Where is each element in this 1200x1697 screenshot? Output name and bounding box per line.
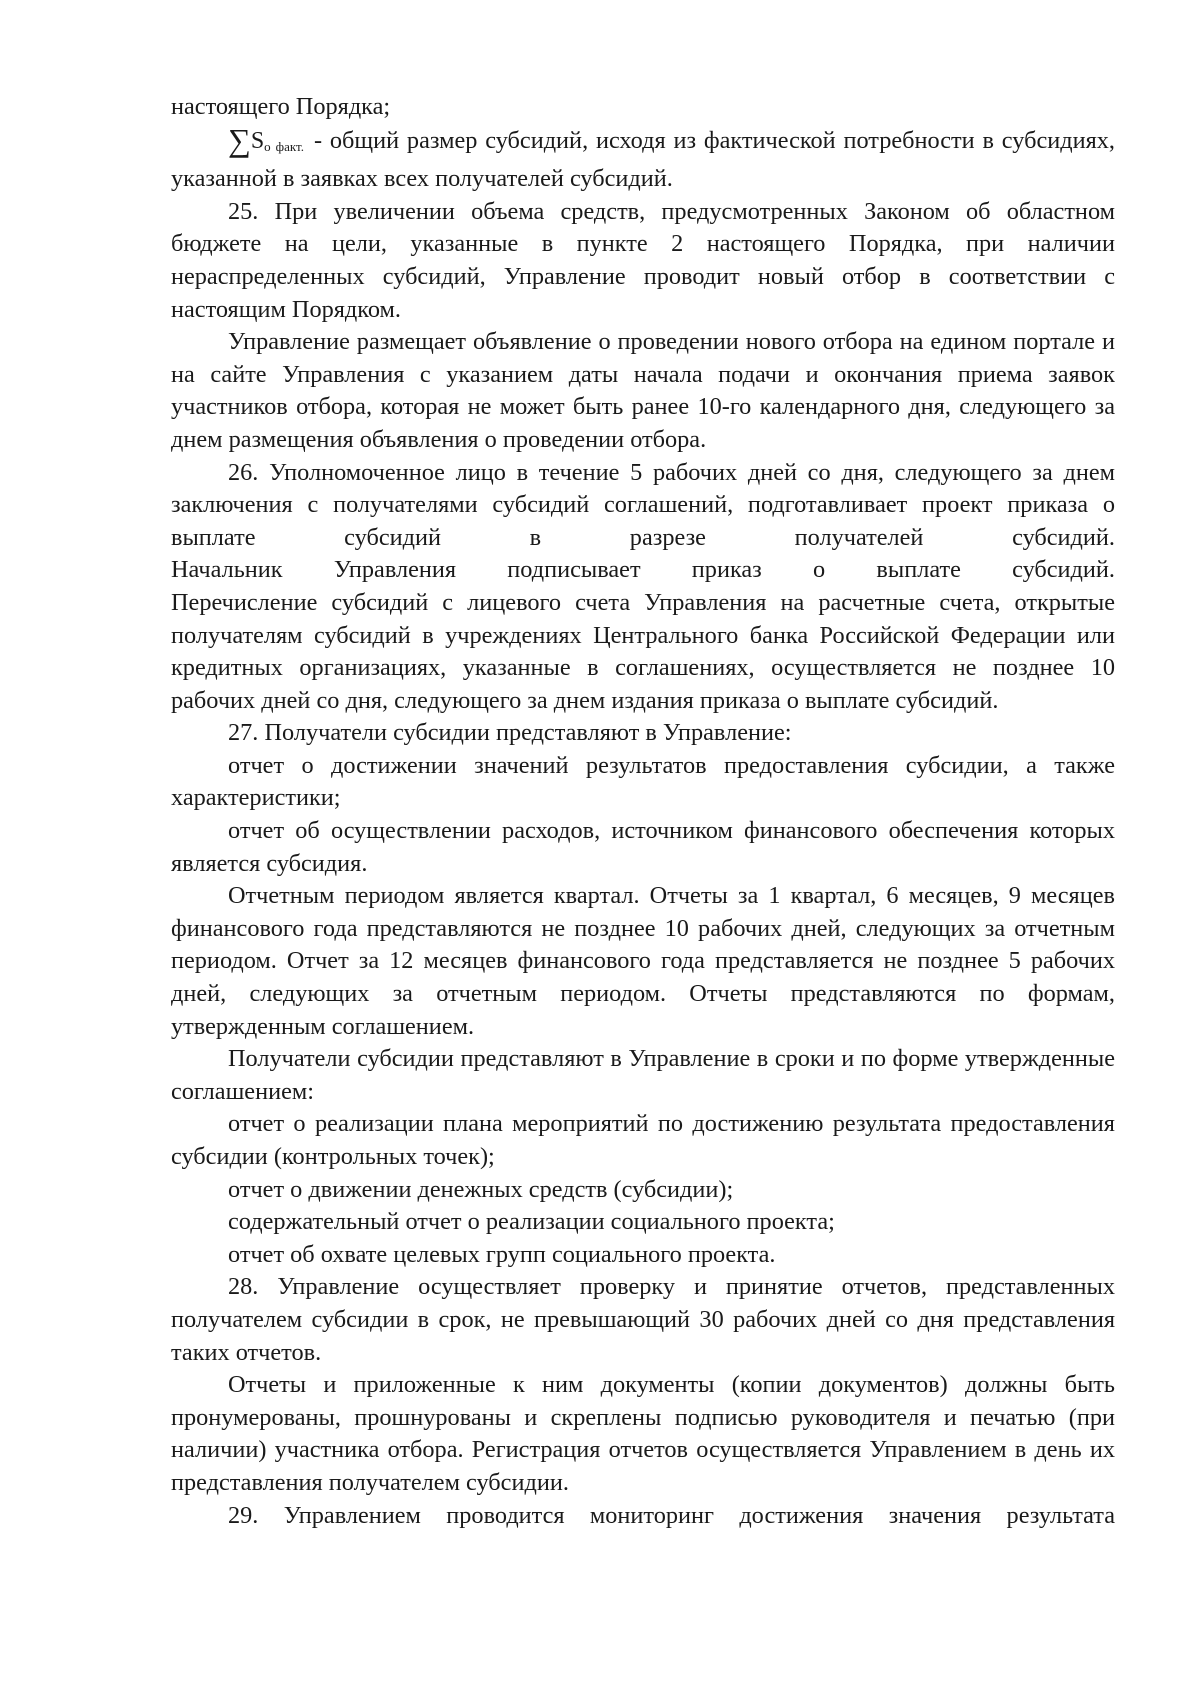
sum-symbol: ∑ [228, 121, 251, 158]
list-item: отчет о реализации плана мероприятий по достижению результата предоставления субсидии (контрольных точек); [171, 1110, 1115, 1170]
paragraph: настоящего Порядка; [171, 93, 391, 120]
paragraph-28: 28. Управление осуществляет проверку и принятие отчетов, представленных получателем субсидии в срок, не превышающий 30 рабочих дней со дня представления таких отчетов. [171, 1273, 1115, 1366]
formula-variable: S [250, 127, 265, 154]
paragraph: Управление размещает объявление о проведении нового отбора на едином портале и на сайте Управления с указанием даты начала подачи и окончания приема заявок участников отбора, которая не может быть ранее 10-го календарного дня, следующего за днем размещения объявления о проведении отбора. [171, 328, 1115, 453]
formula-description: - общий размер субсидий, исходя из фактической потребности в субсидиях, указанной в заявках всех получателей субсидий. [171, 126, 1115, 193]
paragraph-line: Начальник Управления подписывает приказ о выплате субсидий. [171, 556, 1115, 584]
formula-subscript: о факт. [264, 138, 304, 154]
list-item: отчет об осуществлении расходов, источником финансового обеспечения которых является субсидия. [171, 817, 1115, 877]
paragraph: Отчетным периодом является квартал. Отчеты за 1 квартал, 6 месяцев, 9 месяцев финансового года представляются не позднее 10 рабочих дней, следующих за отчетным периодом. Отчет за 12 месяцев финансового года представляется не позднее 5 рабочих дней, следующих за отчетным периодом. Отчеты представляются по формам, утвержденным соглашением. [171, 882, 1115, 1040]
paragraph: Получатели субсидии представляют в Управление в сроки и по форме утвержденные соглашением: [171, 1045, 1115, 1105]
paragraph-25: 25. При увеличении объема средств, предусмотренных Законом об областном бюджете на цели, указанные в пункте 2 настоящего Порядка, при наличии нераспределенных субсидий, Управление проводит новый отбор в соответствии с настоящим Порядком. [171, 197, 1115, 323]
formula-paragraph [171, 121, 1115, 196]
list-item: отчет о движении денежных средств (субсидии); [228, 1175, 734, 1203]
paragraph-29: 29. Управлением проводится мониторинг достижения значения результата [228, 1501, 1115, 1529]
list-item: содержательный отчет о реализации социального проекта; [228, 1208, 835, 1236]
paragraph: Отчеты и приложенные к ним документы (копии документов) должны быть пронумерованы, прошнурованы и скреплены подписью руководителя и печатью (при наличии) участника отбора. Регистрация отчетов осуществляется Управлением в день их представления получателем субсидии. [171, 1371, 1115, 1496]
paragraph-27: 27. Получатели субсидии представляют в Управление: [228, 719, 792, 747]
list-item: отчет об охвате целевых групп социального проекта. [228, 1240, 776, 1268]
document-body [171, 91, 1115, 1532]
paragraph-26: 26. Уполномоченное лицо в течение 5 рабочих дней со дня, следующего за днем заключения с получателями субсидий соглашений, подготавливает проект приказа о выплате субсидий в разрезе получателей субсидий. [171, 458, 1115, 551]
list-item: отчет о достижении значений результатов предоставления субсидии, а также характеристики; [171, 751, 1115, 812]
paragraph: Перечисление субсидий с лицевого счета Управления на расчетные счета, открытые получателям субсидий в учреждениях Центрального банка Российской Федерации или кредитных организациях, указанные в соглашениях, осуществляется не позднее 10 рабочих дней со дня, следующего за днем издания приказа о выплате субсидий. [171, 588, 1115, 714]
